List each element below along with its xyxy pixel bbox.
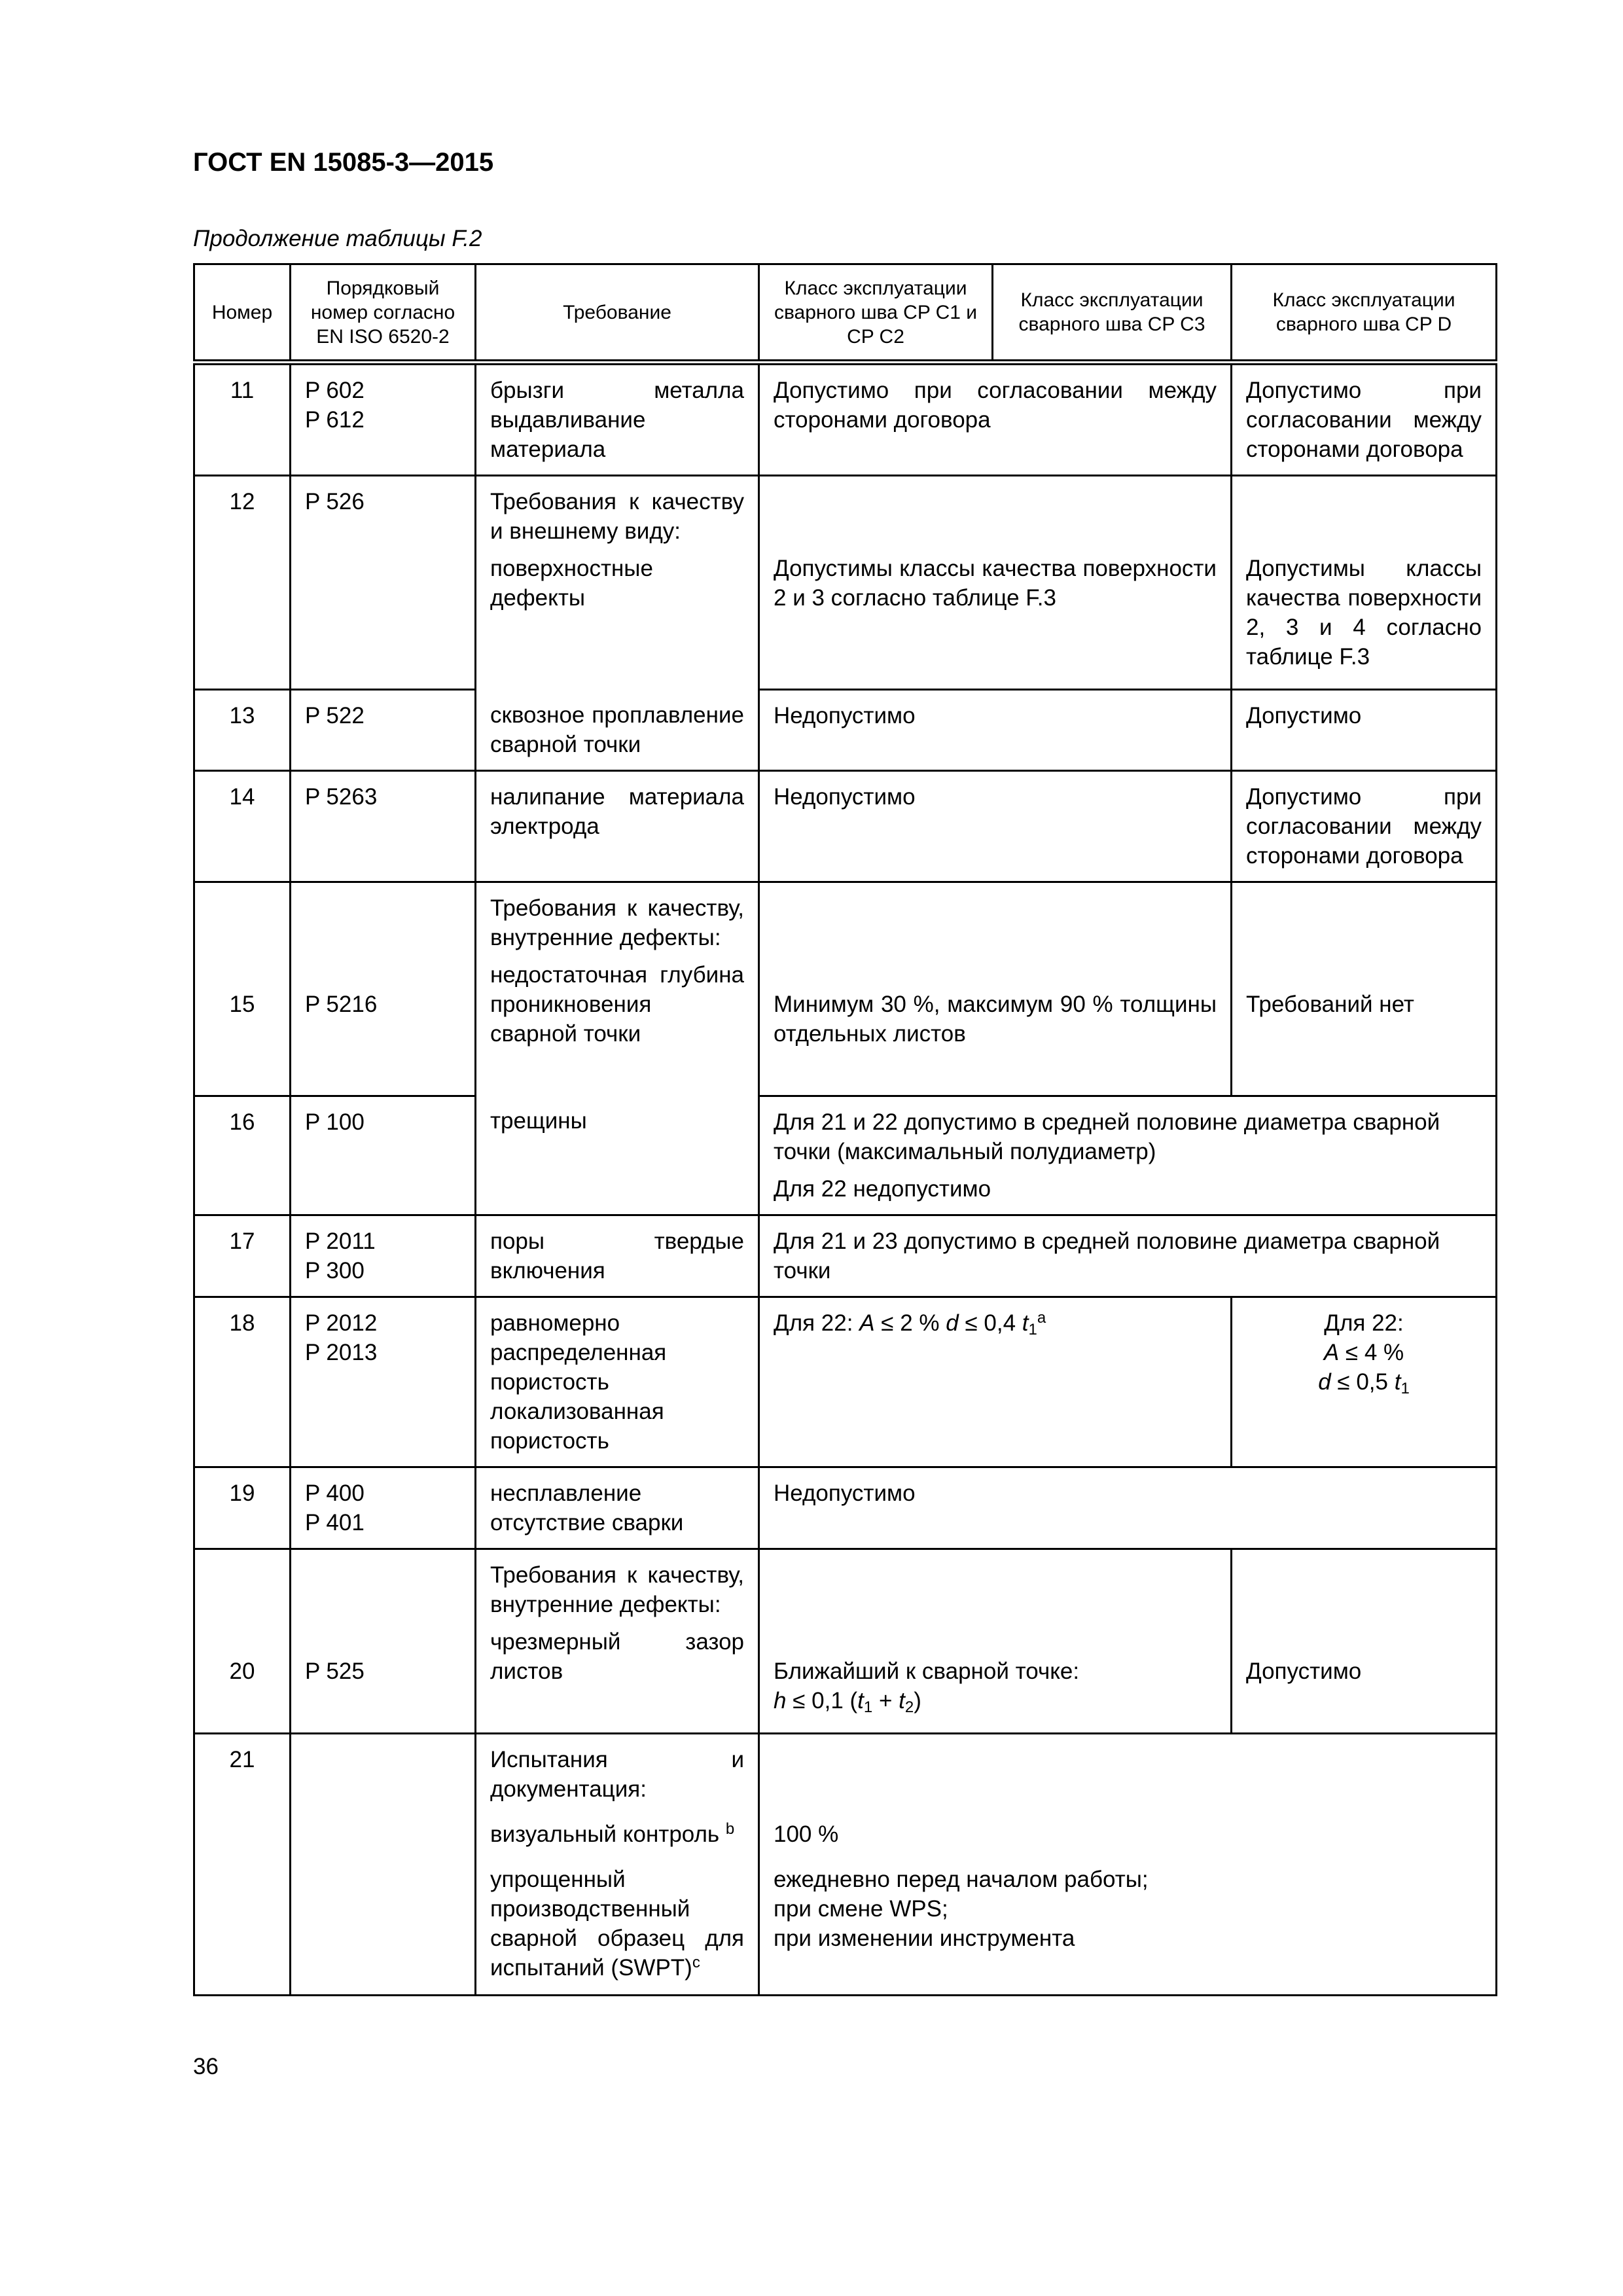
document-code: ГОСТ EN 15085-3—2015 (193, 148, 494, 177)
row-number: 17 (194, 1215, 291, 1297)
iso-number: P 525 (291, 1549, 476, 1733)
requirement: поры твердые включения (476, 1215, 759, 1297)
requirement: равномерно распределенная пористость локализованная пористость (476, 1297, 759, 1467)
iso-number: P 100 (291, 1096, 476, 1215)
iso-number: P 2012 P 2013 (291, 1297, 476, 1467)
table-row (194, 882, 1497, 1096)
row-number: 15 (194, 882, 291, 1096)
class-d-value: Допустимо при согласовании между сторонами договора (1232, 363, 1497, 476)
table-row (194, 1215, 1497, 1297)
col-header-requirement: Требование (476, 264, 759, 363)
class-d-value: Для 22: A ≤ 4 % d ≤ 0,5 $t_1$ (1232, 1297, 1497, 1467)
iso-number: P 522 (291, 690, 476, 771)
class-c1-c3-value: Минимум 30 %, максимум 90 % толщины отдельных листов (759, 882, 1232, 1096)
row-number: 16 (194, 1096, 291, 1215)
col-header-class-c1-c2: Класс эксплуатации сварного шва CP C1 и CP C2 (759, 264, 993, 363)
col-header-class-c3: Класс эксплуатации сварного шва CP C3 (993, 264, 1232, 363)
table-row (194, 770, 1497, 882)
requirement: Требования к качеству, внутренние дефекты: чрезмерный зазор листов (476, 1549, 759, 1733)
page-number: 36 (193, 2054, 219, 2079)
row-number: 18 (194, 1297, 291, 1467)
requirement: брызги металла выдавливание материала (476, 363, 759, 476)
iso-number: P 526 (291, 476, 476, 690)
class-c1-c3-value: Допустимы классы качества поверхности 2 и 3 согласно таблице F.3 (759, 476, 1232, 690)
class-c1-c3-value: Недопустимо (759, 690, 1232, 771)
table-row (194, 1733, 1497, 1995)
row-number: 11 (194, 363, 291, 476)
col-header-class-d: Класс эксплуатации сварного шва CP D (1232, 264, 1497, 363)
iso-number: P 400 P 401 (291, 1467, 476, 1549)
iso-number (291, 1733, 476, 1995)
col-header-iso-number: Порядковый номер согласно EN ISO 6520-2 (291, 264, 476, 363)
row-number: 13 (194, 690, 291, 771)
table-row (194, 1096, 1497, 1215)
table-row (194, 1549, 1497, 1733)
class-d-value: Допустимы классы качества поверхности 2, 3 и 4 согласно таблице F.3 (1232, 476, 1497, 690)
requirement: трещины (476, 1096, 759, 1215)
class-c1-c3-value: Допустимо при согласовании между сторонами договора (759, 363, 1232, 476)
table-row (194, 690, 1497, 771)
class-c1-c3-value: Для 22: A ≤ 2 % d ≤ 0,4 $t_1^a$ (759, 1297, 1232, 1467)
row-number: 12 (194, 476, 291, 690)
table-caption: Продолжение таблицы F.2 (193, 226, 482, 251)
iso-number: P 2011 P 300 (291, 1215, 476, 1297)
requirement: Требования к качеству, внутренние дефекты: недостаточная глубина проникновения сварной точки (476, 882, 759, 1096)
iso-number: P 5263 (291, 770, 476, 882)
all-classes-value: Недопустимо (759, 1467, 1497, 1549)
all-classes-value: 100 % ежедневно перед началом работы; при смене WPS; при изменении инструмента (759, 1733, 1497, 1995)
col-header-number: Номер (194, 264, 291, 363)
requirement: несплавление отсутствие сварки (476, 1467, 759, 1549)
class-d-value: Допустимо (1232, 690, 1497, 771)
class-d-value: Требований нет (1232, 882, 1497, 1096)
table-row (194, 363, 1497, 476)
table-row (194, 1467, 1497, 1549)
class-d-value: Допустимо при согласовании между сторонами договора (1232, 770, 1497, 882)
table-row (194, 476, 1497, 690)
requirements-table (193, 263, 1497, 1996)
requirement: Испытания и документация: визуальный контроль $^b$ упрощенный производственный сварной образец для испытаний (SWPT)$^c$ (476, 1733, 759, 1995)
iso-number: P 5216 (291, 882, 476, 1096)
all-classes-value: Для 21 и 22 допустимо в средней половине диаметра сварной точки (максимальный полудиаметр) Для 22 недопустимо (759, 1096, 1497, 1215)
class-c1-c3-value: Ближайший к сварной точке: h ≤ 0,1 $(t_1 + t_2)$ (759, 1549, 1232, 1733)
row-number: 21 (194, 1733, 291, 1995)
row-number: 19 (194, 1467, 291, 1549)
requirement: Требования к качеству и внешнему виду: поверхностные дефекты (476, 476, 759, 690)
row-number: 14 (194, 770, 291, 882)
table-row (194, 1297, 1497, 1467)
requirement: налипание материала электрода (476, 770, 759, 882)
table-header-row (194, 264, 1497, 363)
iso-number: P 602 P 612 (291, 363, 476, 476)
row-number: 20 (194, 1549, 291, 1733)
class-c1-c3-value: Недопустимо (759, 770, 1232, 882)
class-d-value: Допустимо (1232, 1549, 1497, 1733)
requirement: сквозное проплавление сварной точки (476, 690, 759, 771)
all-classes-value: Для 21 и 23 допустимо в средней половине диаметра сварной точки (759, 1215, 1497, 1297)
